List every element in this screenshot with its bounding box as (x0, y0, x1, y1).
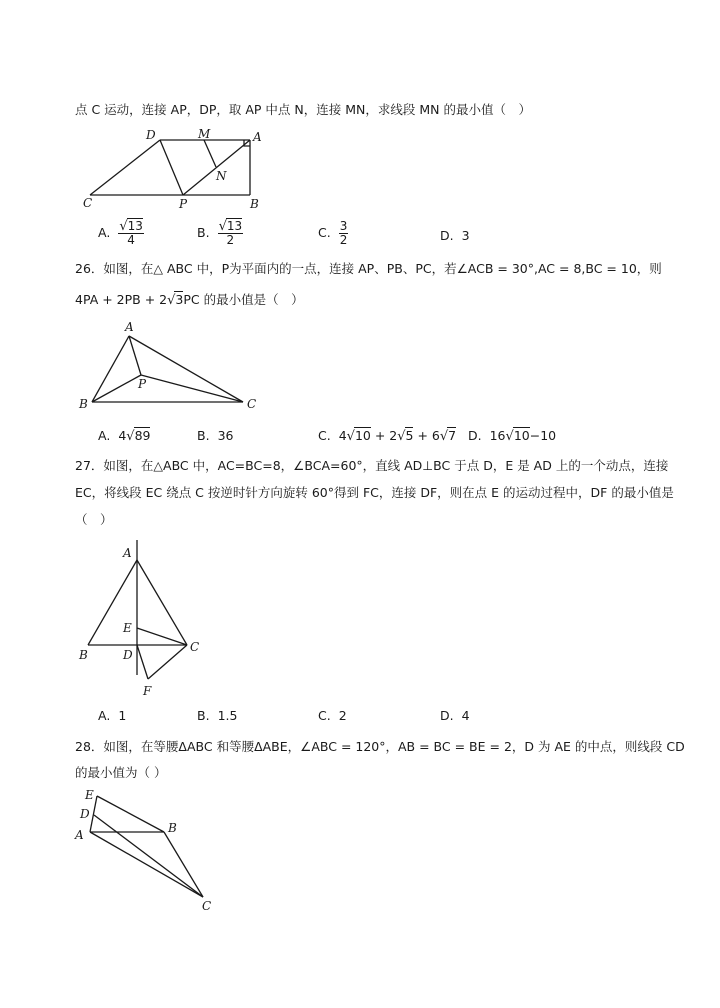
q27-option-a[interactable]: A. 1 (98, 708, 127, 723)
q25-option-a[interactable] (98, 220, 144, 247)
q25-label-A: A (253, 130, 262, 144)
option-label: B. (197, 225, 210, 240)
q26-text-line2: 4PA + 2PB + 2√3PC 的最小值是（ ） (75, 292, 304, 308)
option-label: C. (318, 708, 331, 723)
q27-text-line1: 27．如图，在△ABC 中，AC=BC=8，∠BCA=60°，直线 AD⊥BC 于点 D，E 是 AD 上的一个动点，连接 (75, 458, 669, 473)
option-label: D. (468, 428, 482, 443)
q25-edge-DP (160, 140, 183, 195)
q27-label-B: B (79, 648, 88, 662)
q27-label-F: F (143, 684, 152, 698)
sqrt-icon: √ (218, 219, 227, 234)
q25-label-D: D (146, 128, 156, 142)
q25-option-b[interactable] (197, 220, 243, 247)
q27-label-D: D (123, 648, 133, 662)
q28-label-C: C (202, 899, 212, 913)
q28-label-D: D (80, 807, 90, 821)
q26-text-line1: 26．如图，在△ ABC 中，P为平面内的一点，连接 AP、PB、PC，若∠ACB = 30°,AC = 8,BC = 10，则 (75, 261, 662, 276)
q27-option-d[interactable]: D. 4 (440, 708, 470, 723)
option-label: D. (440, 228, 454, 243)
q26-option-d[interactable]: D. 16√10−10 (468, 428, 557, 444)
q27-text-line2: EC，将线段 EC 绕点 C 按逆时针方向旋转 60°得到 FC，连接 DF，则在点 E 的运动过程中，DF 的最小值是 (75, 485, 674, 500)
q28-label-B: B (168, 821, 177, 835)
q26-option-a[interactable]: A. 4√89 (98, 428, 151, 444)
q27-figure (75, 535, 225, 705)
q25-option-d[interactable]: D. 3 (440, 228, 470, 243)
q26-option-c[interactable]: C. 4√10 + 2√5 + 6√7 (318, 428, 457, 444)
q27-text-line3: （ ） (75, 512, 113, 527)
q26-label-A: A (125, 320, 134, 334)
sqrt-icon: √ (119, 219, 128, 234)
q25-option-c[interactable] (318, 220, 348, 247)
q27-edge-EC (137, 628, 187, 645)
option-label: C. (318, 225, 331, 240)
q26-edge-CP (141, 375, 243, 402)
q26-label-P: P (138, 377, 147, 391)
q28-label-E: E (85, 788, 94, 802)
sqrt-icon: √ (126, 429, 135, 444)
q25-label-P: P (179, 197, 188, 211)
q25-figure (75, 125, 275, 215)
q26-label-B: B (79, 397, 88, 411)
q28-text-line2: 的最小值为（ ） (75, 765, 167, 780)
q28-figure (75, 782, 235, 912)
q27-edge-AC (137, 560, 187, 645)
fraction: $\frac{√13}{2}$ (218, 219, 243, 247)
q28-edge-EB (97, 796, 164, 832)
option-label: A. (98, 225, 111, 240)
fraction: $\frac{√13}{4}$ (119, 219, 143, 247)
q27-option-b[interactable]: B. 1.5 (197, 708, 238, 723)
q25-text: 点 C 运动，连接 AP，DP，取 AP 中点 N，连接 MN，求线段 MN 的最小值（ ） (75, 102, 531, 117)
q28-edge-AC (90, 832, 203, 897)
q26-label-C: C (247, 397, 257, 411)
q27-label-C: C (190, 640, 200, 654)
q25-label-N: N (216, 169, 227, 183)
q25-edge-MN (204, 140, 216, 167)
q26-option-b[interactable]: B. 36 (197, 428, 234, 443)
q28-edge-DC (94, 815, 203, 897)
option-label: C. (318, 428, 331, 443)
option-label: B. (197, 708, 210, 723)
q25-edge-PA (183, 140, 250, 195)
q27-edge-CF (148, 645, 187, 679)
sqrt-icon: √ (167, 293, 176, 308)
q28-text-line1: 28．如图，在等腰ΔABC 和等腰ΔABE，∠ABC = 120°，AB = BC = BE = 2，D 为 AE 的中点，则线段 CD (75, 739, 685, 754)
fraction: $\frac{3}{2}$ (339, 219, 348, 247)
option-label: D. (440, 708, 454, 723)
q27-edge-DF (137, 645, 148, 679)
sqrt-icon: √ (397, 429, 406, 444)
q25-label-C: C (83, 196, 93, 210)
q26-figure (75, 318, 275, 418)
q27-label-E: E (123, 621, 132, 635)
q28-label-A: A (75, 828, 84, 842)
q26-edge-AC (129, 336, 243, 402)
sqrt-icon: √ (346, 429, 355, 444)
q25-edge-CD (90, 140, 160, 195)
sqrt-icon: √ (505, 429, 514, 444)
option-label: A. (98, 708, 111, 723)
sqrt-icon: √ (439, 429, 449, 444)
option-label: A. (98, 428, 111, 443)
option-label: B. (197, 428, 210, 443)
q27-label-A: A (123, 546, 132, 560)
q28-edge-BC (164, 832, 203, 897)
q25-label-M: M (198, 127, 211, 141)
q27-option-c[interactable]: C. 2 (318, 708, 347, 723)
q25-label-B: B (250, 197, 259, 211)
